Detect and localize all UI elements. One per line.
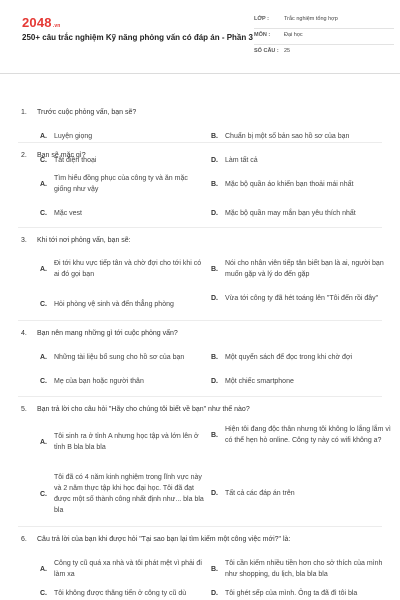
option-text: Chuẩn bị một số bản sao hồ sơ của bạn	[225, 133, 350, 140]
option-letter: A.	[40, 180, 47, 188]
page-title: 250+ câu trắc nghiệm Kỹ năng phỏng vấn có đáp án - Phần 3	[22, 33, 253, 42]
option-text: Luyện giọng	[54, 133, 93, 140]
option-text: Đi tới khu vực tiếp tân và chờ đợi cho tới khi có ai đó gọi bạn	[54, 260, 202, 278]
meta-info	[254, 13, 394, 61]
option-text: Nói cho nhân viên tiếp tân biết bạn là ai, người bạn muốn gặp và lý do đến gặp	[225, 260, 384, 278]
question-number: 2.	[21, 152, 27, 159]
option-b[interactable]	[211, 131, 391, 142]
question-label: Bạn sẽ mặc gì?	[37, 152, 86, 159]
meta-label: LỚP :	[254, 16, 269, 22]
page-header	[0, 0, 400, 72]
option-letter: D.	[211, 157, 218, 164]
meta-label: MÔN :	[254, 32, 271, 38]
option-d[interactable]	[211, 376, 391, 387]
option-d[interactable]	[211, 208, 391, 219]
question-divider	[18, 320, 382, 321]
option-a[interactable]	[40, 173, 200, 195]
option-text: Tôi cần kiếm nhiều tiền hơn cho sở thích của mình như shopping, du lịch, bla bla bla	[225, 560, 383, 578]
option-text: Tất cả các đáp án trên	[225, 490, 295, 497]
option-letter: B.	[211, 431, 218, 439]
option-c[interactable]	[40, 472, 210, 516]
option-text: Mặc bộ quần áo khiến bạn thoải mái nhất	[225, 181, 354, 188]
option-c[interactable]	[40, 299, 205, 310]
option-d[interactable]	[211, 488, 391, 499]
option-a[interactable]	[40, 258, 205, 280]
question-text	[21, 536, 290, 543]
question-label: Câu trả lời của bạn khi được hỏi "Tại sao bạn lại tìm kiếm một công việc mới?" là:	[37, 536, 291, 543]
question-divider	[18, 526, 382, 527]
option-letter: C.	[40, 210, 47, 217]
option-text: Một chiếc smartphone	[225, 378, 294, 385]
question-text	[21, 152, 86, 159]
option-letter: D.	[211, 590, 218, 597]
option-letter: B.	[211, 354, 218, 361]
option-letter: A.	[40, 265, 47, 273]
option-text: Những tài liệu bổ sung cho hồ sơ của bạn	[54, 354, 185, 361]
question-text	[21, 330, 178, 337]
option-text: Tôi không được thăng tiến ở công ty cũ dù	[54, 590, 187, 597]
option-c[interactable]	[40, 376, 210, 387]
question-divider	[18, 227, 382, 228]
option-a[interactable]	[40, 558, 205, 580]
option-letter: C.	[40, 157, 47, 164]
question-label: Khi tới nơi phỏng vấn, bạn sẽ:	[37, 237, 131, 244]
option-b[interactable]	[211, 179, 391, 190]
logo-main: 2048	[22, 15, 52, 30]
option-a[interactable]	[40, 431, 205, 453]
option-text: Một quyển sách để đọc trong khi chờ đợi	[225, 354, 353, 361]
question-label: Trước cuộc phỏng vấn, bạn sẽ?	[37, 109, 137, 116]
option-d[interactable]	[211, 293, 391, 304]
option-text: Tôi ghét sếp của mình. Ông ta đã đì tôi bla	[225, 590, 358, 597]
question-number: 3.	[21, 237, 27, 244]
meta-row-count	[254, 45, 394, 61]
meta-row-subject	[254, 29, 394, 45]
header-divider	[0, 73, 400, 74]
meta-value: 25	[284, 48, 291, 54]
option-letter: A.	[40, 133, 47, 140]
option-letter: B.	[211, 133, 218, 140]
option-letter: C.	[40, 378, 47, 385]
question-text	[21, 109, 136, 116]
option-letter: A.	[40, 565, 47, 573]
option-text: Mặc bộ quần may mắn bạn yêu thích nhất	[225, 210, 356, 217]
option-c[interactable]	[40, 208, 200, 219]
question-number: 4.	[21, 330, 27, 337]
meta-value: Đại học	[284, 32, 303, 38]
question-number: 6.	[21, 536, 27, 543]
option-letter: C.	[40, 301, 47, 308]
option-letter: A.	[40, 438, 47, 446]
option-text: Mặc vest	[54, 210, 83, 217]
option-d[interactable]	[211, 155, 391, 166]
question-number: 5.	[21, 406, 27, 413]
option-text: Công ty cũ quá xa nhà và tôi phát mệt vì phải đi làm xa	[54, 560, 202, 578]
option-a[interactable]	[40, 131, 200, 142]
logo-suffix: .vn	[52, 23, 61, 29]
option-letter: B.	[211, 181, 218, 188]
option-letter: A.	[40, 354, 47, 361]
question-label: Bạn trả lời cho câu hỏi "Hãy cho chúng tôi biết về bạn" như thế nào?	[37, 406, 250, 413]
question-text	[21, 237, 131, 244]
option-text: Mẹ của bạn hoặc người thân	[54, 378, 144, 385]
question-divider	[18, 142, 382, 143]
option-letter: B.	[211, 265, 218, 273]
option-b[interactable]	[211, 558, 391, 580]
option-letter: D.	[211, 490, 218, 497]
question-number: 1.	[21, 109, 27, 116]
option-text: Tắt điện thoại	[54, 157, 97, 164]
meta-value: Trắc nghiệm tổng hợp	[284, 16, 338, 22]
question-divider	[18, 396, 382, 397]
option-letter: B.	[211, 565, 218, 573]
option-letter: D.	[211, 295, 218, 302]
option-text: Hiện tôi đang độc thân nhưng tôi không lo lắng lắm vì có thể hẹn hò online. Công ty này có wifi không a?	[225, 426, 391, 444]
question-text	[21, 406, 250, 413]
option-b[interactable]	[211, 424, 391, 446]
option-letter: D.	[211, 210, 218, 217]
option-letter: D.	[211, 378, 218, 385]
site-logo[interactable]	[22, 15, 61, 30]
option-a[interactable]	[40, 352, 210, 363]
meta-row-class	[254, 13, 394, 29]
option-text: Hỏi phòng vệ sinh và đến thẳng phòng	[54, 301, 174, 308]
option-b[interactable]	[211, 258, 391, 280]
option-text: Tôi đã có 4 năm kinh nghiệm trong lĩnh vực này và 2 năm thực tập khi học đại học. Tôi đã đạt được một số thành công nhất định như... bla bla bla	[54, 474, 204, 514]
option-b[interactable]	[211, 352, 391, 363]
option-text: Làm tất cả	[225, 157, 258, 164]
option-letter: C.	[40, 490, 47, 498]
question-label: Bạn nên mang những gì tới cuộc phỏng vấn?	[37, 330, 178, 337]
meta-label: SỐ CÂU :	[254, 48, 279, 54]
option-text: Tìm hiểu đồng phục của công ty và ăn mặc giống như vậy	[54, 175, 188, 193]
option-text: Vừa tới công ty đã hét toáng lên "Tôi đến rồi đây"	[225, 295, 379, 302]
option-letter: C.	[40, 590, 47, 597]
option-d[interactable]	[211, 588, 391, 599]
option-c[interactable]	[40, 588, 205, 599]
option-text: Tôi sinh ra ở tỉnh A nhưng học tập và lớn lên ở tỉnh B bla bla bla	[54, 433, 199, 451]
